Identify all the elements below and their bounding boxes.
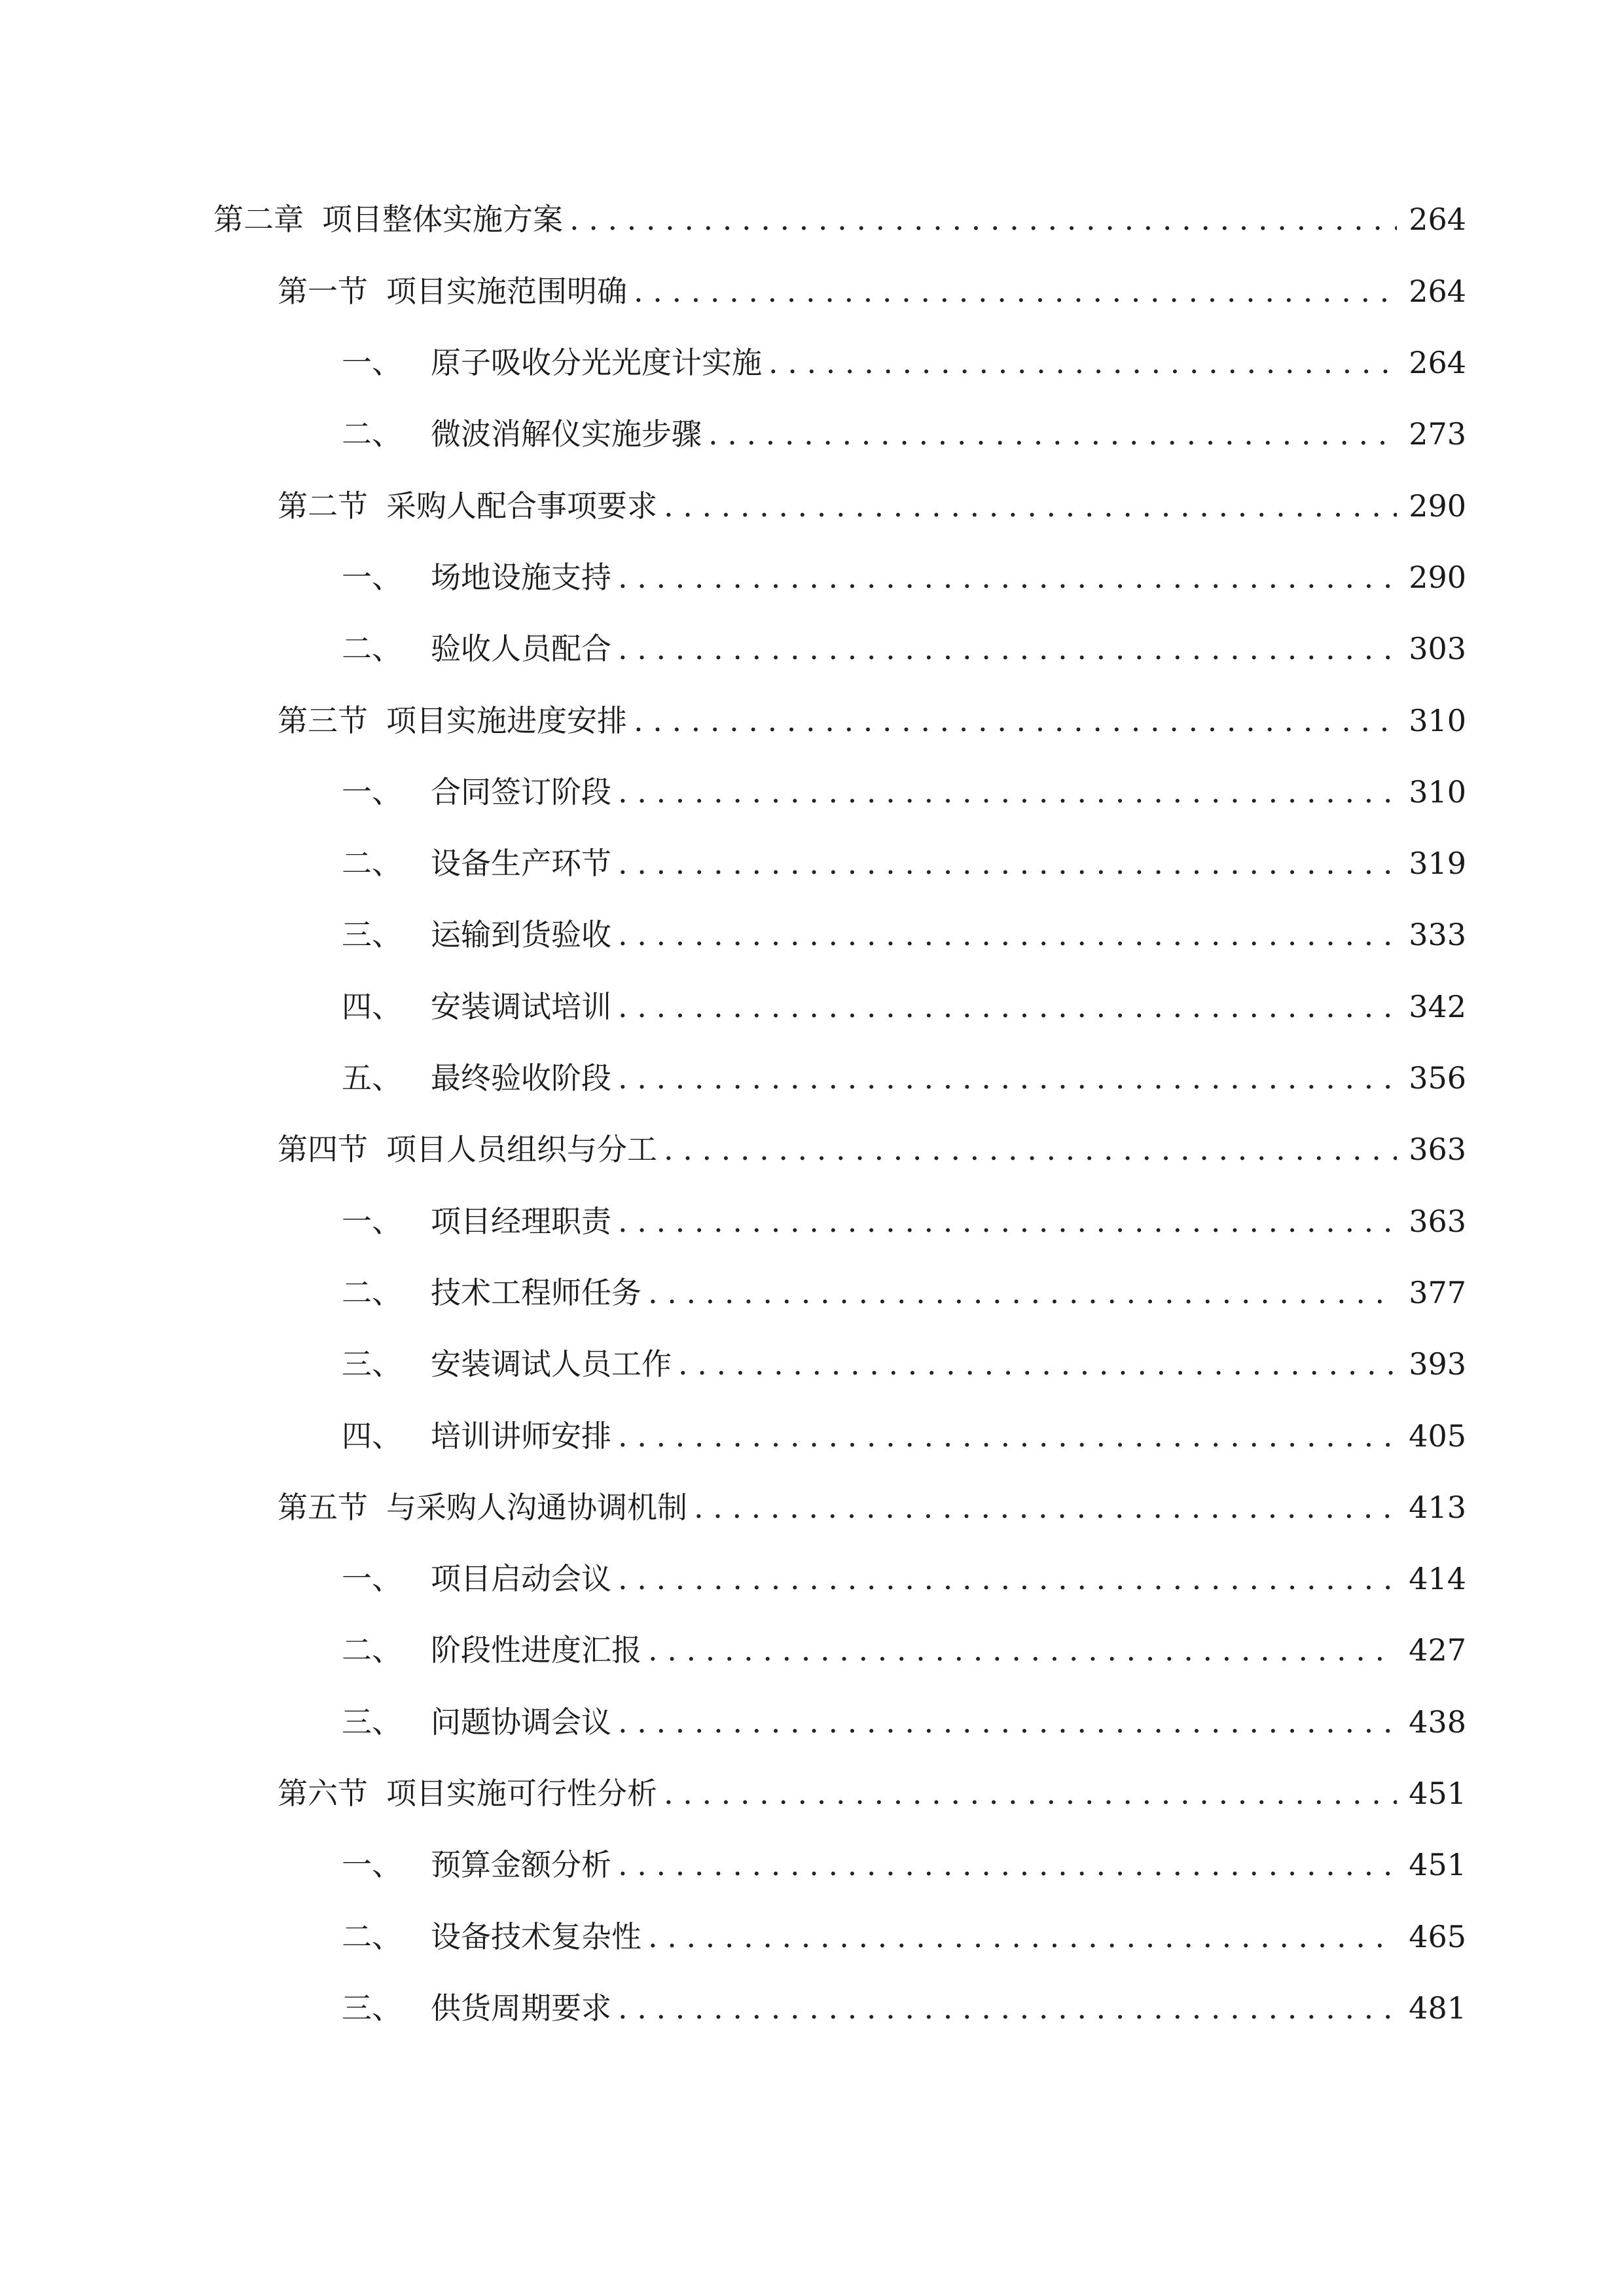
toc-entry-title: 合同签订阶段 <box>431 774 611 810</box>
toc-entry-page-number: 377 <box>1409 1275 1466 1310</box>
toc-entry-number: 一、 <box>342 345 402 380</box>
toc-entry[interactable] <box>278 480 1466 532</box>
toc-entry-page-number: 290 <box>1409 488 1466 524</box>
toc-entry-title: 设备生产环节 <box>431 846 611 881</box>
toc-dot-leader <box>618 980 1397 1033</box>
toc-entry-page-number: 451 <box>1409 1847 1466 1882</box>
toc-entry[interactable] <box>342 1839 1466 1891</box>
toc-entry-title: 最终验收阶段 <box>431 1060 611 1096</box>
toc-entry-number: 一、 <box>342 1847 402 1882</box>
toc-entry-number: 第二节 <box>278 488 368 524</box>
toc-entry-number: 五、 <box>342 1060 402 1096</box>
toc-dot-leader <box>648 1624 1397 1676</box>
toc-entry[interactable] <box>278 1123 1466 1175</box>
toc-dot-leader <box>618 1052 1397 1104</box>
toc-entry[interactable] <box>342 1338 1466 1390</box>
toc-entry-number: 三、 <box>342 1990 402 2026</box>
toc-entry[interactable] <box>342 336 1466 389</box>
toc-dot-leader <box>618 837 1397 889</box>
toc-entry-number: 第一节 <box>278 274 368 309</box>
toc-entry-page-number: 363 <box>1409 1132 1466 1167</box>
toc-entry-page-number: 451 <box>1409 1776 1466 1811</box>
toc-entry[interactable] <box>342 766 1466 818</box>
toc-entry[interactable] <box>342 908 1466 961</box>
toc-entry-number: 二、 <box>342 1632 402 1668</box>
toc-dot-leader <box>648 1266 1397 1319</box>
toc-entry[interactable] <box>278 1767 1466 1820</box>
toc-dot-leader <box>618 908 1397 961</box>
toc-entry[interactable] <box>342 551 1466 603</box>
toc-dot-leader <box>664 480 1397 532</box>
toc-entry[interactable] <box>342 1696 1466 1748</box>
toc-entry[interactable] <box>213 193 1466 245</box>
toc-dot-leader <box>618 1696 1397 1748</box>
toc-entry-page-number: 310 <box>1409 703 1466 738</box>
toc-entry-title: 项目实施可行性分析 <box>386 1776 657 1811</box>
toc-entry-page-number: 342 <box>1409 989 1466 1024</box>
toc-entry[interactable] <box>278 265 1466 317</box>
toc-entry-title: 安装调试人员工作 <box>431 1346 672 1382</box>
toc-entry[interactable] <box>342 1910 1466 1963</box>
toc-entry-page-number: 319 <box>1409 846 1466 881</box>
toc-entry-number: 一、 <box>342 1561 402 1596</box>
toc-entry-title: 与采购人沟通协调机制 <box>386 1490 687 1525</box>
toc-entry[interactable] <box>342 1195 1466 1247</box>
toc-entry-title: 项目人员组织与分工 <box>386 1132 657 1167</box>
toc-dot-leader <box>618 551 1397 603</box>
toc-entry-number: 第六节 <box>278 1776 368 1811</box>
toc-entry-page-number: 264 <box>1409 202 1466 237</box>
toc-dot-leader <box>618 622 1397 675</box>
toc-entry-number: 第四节 <box>278 1132 368 1167</box>
toc-dot-leader <box>618 1982 1397 2034</box>
toc-entry-page-number: 393 <box>1409 1346 1466 1382</box>
toc-entry[interactable] <box>342 1410 1466 1462</box>
toc-dot-leader <box>678 1338 1397 1390</box>
toc-dot-leader <box>694 1481 1397 1534</box>
toc-entry-page-number: 427 <box>1409 1632 1466 1668</box>
toc-dot-leader <box>708 408 1397 460</box>
toc-entry[interactable] <box>342 1552 1466 1605</box>
toc-dot-leader <box>634 265 1397 317</box>
toc-entry-page-number: 310 <box>1409 774 1466 810</box>
toc-entry-number: 三、 <box>342 1346 402 1382</box>
toc-entry-page-number: 413 <box>1409 1490 1466 1525</box>
toc-entry-number: 一、 <box>342 1204 402 1239</box>
toc-entry-page-number: 273 <box>1409 416 1466 452</box>
toc-dot-leader <box>768 336 1397 389</box>
toc-entry-page-number: 264 <box>1409 345 1466 380</box>
toc-dot-leader <box>664 1767 1397 1820</box>
toc-entry-title: 采购人配合事项要求 <box>386 488 657 524</box>
toc-entry-title: 场地设施支持 <box>431 560 611 595</box>
toc-entry-number: 二、 <box>342 846 402 881</box>
toc-entry[interactable] <box>342 408 1466 460</box>
toc-entry-number: 三、 <box>342 1704 402 1740</box>
toc-entry-title: 项目实施进度安排 <box>386 703 627 738</box>
toc-entry-number: 第二章 <box>213 202 304 237</box>
toc-entry-number: 四、 <box>342 989 402 1024</box>
toc-entry-number: 二、 <box>342 416 402 452</box>
toc-entry-title: 技术工程师任务 <box>431 1275 641 1310</box>
toc-entry-number: 第三节 <box>278 703 368 738</box>
toc-entry-title: 项目启动会议 <box>431 1561 611 1596</box>
toc-entry-number: 二、 <box>342 1275 402 1310</box>
toc-entry[interactable] <box>342 980 1466 1033</box>
toc-entry-title: 验收人员配合 <box>431 631 611 666</box>
toc-entry-title: 设备技术复杂性 <box>431 1919 641 1954</box>
toc-dot-leader <box>648 1910 1397 1963</box>
toc-dot-leader <box>618 1839 1397 1891</box>
toc-entry[interactable] <box>342 1266 1466 1319</box>
toc-entry-title: 安装调试培训 <box>431 989 611 1024</box>
toc-entry-page-number: 438 <box>1409 1704 1466 1740</box>
toc-entry[interactable] <box>342 837 1466 889</box>
toc-entry-title: 问题协调会议 <box>431 1704 611 1740</box>
toc-entry-number: 一、 <box>342 774 402 810</box>
toc-entry-page-number: 481 <box>1409 1990 1466 2026</box>
toc-entry-page-number: 405 <box>1409 1418 1466 1454</box>
toc-dot-leader <box>618 1410 1397 1462</box>
toc-dot-leader <box>618 1552 1397 1605</box>
toc-entry[interactable] <box>278 694 1466 747</box>
toc-entry-title: 阶段性进度汇报 <box>431 1632 641 1668</box>
toc-entry-title: 原子吸收分光光度计实施 <box>431 345 762 380</box>
toc-entry-title: 预算金额分析 <box>431 1847 611 1882</box>
toc-entry-title: 供货周期要求 <box>431 1990 611 2026</box>
toc-entry-number: 第五节 <box>278 1490 368 1525</box>
toc-entry-title: 运输到货验收 <box>431 917 611 952</box>
toc-entry-number: 三、 <box>342 917 402 952</box>
toc-entry-number: 四、 <box>342 1418 402 1454</box>
toc-dot-leader <box>618 766 1397 818</box>
toc-entry[interactable] <box>342 1624 1466 1676</box>
toc-entry-page-number: 303 <box>1409 631 1466 666</box>
toc-entry-page-number: 290 <box>1409 560 1466 595</box>
toc-entry-page-number: 363 <box>1409 1204 1466 1239</box>
toc-dot-leader <box>664 1123 1397 1175</box>
toc-entry[interactable] <box>278 1481 1466 1534</box>
toc-entry-page-number: 356 <box>1409 1060 1466 1096</box>
toc-entry-number: 二、 <box>342 1919 402 1954</box>
toc-entry-page-number: 264 <box>1409 274 1466 309</box>
toc-entry-page-number: 333 <box>1409 917 1466 952</box>
toc-entry-page-number: 414 <box>1409 1561 1466 1596</box>
toc-entry[interactable] <box>342 1982 1466 2034</box>
toc-dot-leader <box>569 193 1397 245</box>
toc-entry-number: 一、 <box>342 560 402 595</box>
toc-entry-title: 项目整体实施方案 <box>322 202 563 237</box>
toc-entry-title: 培训讲师安排 <box>431 1418 611 1454</box>
toc-entry-title: 项目经理职责 <box>431 1204 611 1239</box>
toc-entry[interactable] <box>342 622 1466 675</box>
toc-entry-page-number: 465 <box>1409 1919 1466 1954</box>
toc-dot-leader <box>618 1195 1397 1247</box>
toc-dot-leader <box>634 694 1397 747</box>
toc-entry-title: 项目实施范围明确 <box>386 274 627 309</box>
toc-entry-number: 二、 <box>342 631 402 666</box>
toc-entry-title: 微波消解仪实施步骤 <box>431 416 702 452</box>
toc-entry[interactable] <box>342 1052 1466 1104</box>
